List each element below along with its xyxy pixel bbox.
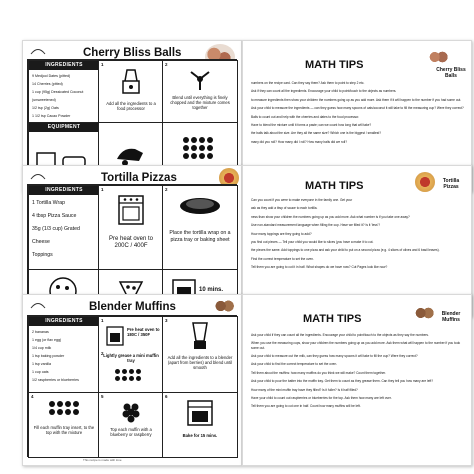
ingredients-box [28, 316, 100, 394]
ingredient-item: 1/2 tsp (2g) Oats [32, 106, 59, 110]
ingredients-box [28, 60, 100, 124]
ingredient-item: 1 cup oats [32, 370, 49, 374]
recipe-title: Tortilla Pizzas [101, 172, 177, 184]
step-number: 5 [101, 394, 104, 399]
step-number: 4 [31, 394, 34, 399]
step-number: 1 [101, 187, 104, 192]
step-text: Place the tortilla wrap on a pizza tray or baking sheet [169, 230, 231, 243]
step-number: 2 [165, 187, 168, 192]
pizza-photo [415, 172, 435, 192]
tips-subtitle: Tortilla Pizzas [442, 178, 460, 190]
tip-item: Balls to count out and help with the cherries and dates to the food processor. [251, 114, 360, 119]
step-text: Blend until everything is finely chopped and the mixture comes together [170, 95, 230, 110]
tip-item: the pieces the same. Add toppings to one pizza and ask your child to put on a second pizza (e.g. 4 slices of olives and 6 basil leaves). [251, 248, 440, 253]
tips-title: MATH TIPS [305, 59, 364, 71]
ingredient-item: 1 egg (or flax egg) [32, 338, 62, 342]
tip-item: Ask your child to find the correct temperature to set the oven. [251, 362, 338, 367]
step-number: 2 [165, 62, 168, 67]
tip-item: to measure ingredients then show your children the numbers going up as you add more. Ask them if it will happen to the number if you had some out. [251, 97, 462, 102]
oven-icon [116, 194, 146, 226]
tips-list [251, 198, 465, 274]
step-number: 2 [101, 351, 104, 356]
step-number: 3 [165, 318, 168, 323]
muffin-recipe-card [22, 294, 242, 466]
ingredient-item: 9 Medjool Dates (pitted) [32, 74, 71, 78]
step-box [162, 316, 238, 394]
step-text: Pre heat oven to 180C / 350F [127, 327, 160, 337]
blender-blade-icon [187, 66, 213, 92]
tip-item: the balls talk about the size. Are they all the same size? Which one is the biggest / smallest? [251, 131, 382, 136]
ingredient-item: 1 tsp baking powder [32, 354, 65, 358]
brand-logo [29, 170, 51, 183]
tortilla-tray-icon [178, 194, 222, 216]
muffins-photo [213, 297, 235, 315]
tip-item: Can you count if you were to make everyone in the family one. Get your [251, 198, 353, 202]
step-box [162, 392, 238, 458]
footer-note: This recipe is made with love [83, 458, 122, 462]
step-number: 1 [101, 62, 104, 67]
recipe-title: Blender Muffins [89, 301, 176, 313]
tip-item: Tell them about the muffins: how many muffins do you think we will make? Count them together. [251, 370, 386, 375]
tips-list [251, 333, 465, 413]
ingredient-item: 1 1/2 tsp Cacao Powder [32, 114, 71, 118]
step-box [162, 60, 238, 124]
step-box [28, 392, 100, 458]
tips-title: MATH TIPS [305, 180, 364, 192]
tip-item: many did you roll? How many did I roll? How many balls did we roll? [251, 139, 348, 144]
tip-item: Use non-standard measurement language when filling the cup. Have we filled it? Is it 'less'? [251, 223, 380, 228]
tip-item: Ask your child to measure the ingredients — can they guess how many spoons of oats/coconut it will take to fill the measuring cup? Were they correct? [251, 106, 464, 111]
step-text: Add all the ingredients to a food processor [106, 101, 156, 111]
step-box [98, 185, 164, 271]
ingredient-item: Toppings [32, 252, 53, 258]
step-box [98, 392, 164, 458]
tip-item: numbers on the recipe card. Can they say them? Ask them to point to step 2 etc. [251, 81, 365, 85]
tip-item: Have your child to count out raspberries or blueberries for the top. Ask them how many are left over. [251, 395, 392, 400]
tip-item: When you use the measuring cups, show your children the numbers going up as you add more. Ask them what will happen to the number if you took some out. [251, 341, 461, 350]
raspberry-icon [120, 399, 142, 423]
brand-logo [29, 299, 51, 312]
bliss-balls-icon [183, 137, 213, 159]
ingredient-item: 1 tsp vanilla [32, 362, 51, 366]
muffin-math-tips [242, 294, 472, 466]
tip-item: ness than show your children the numbers going up as you add more. Ask what number is if you take one away? [251, 214, 410, 219]
ingredient-item: 35g (1/3 cup) Grated Cheese [32, 226, 80, 245]
step-text: Lightly grease a mini muffin tray [103, 353, 159, 363]
ingredients-header: INGREDIENTS [29, 61, 99, 70]
oven-icon [186, 399, 214, 427]
tips-title: MATH TIPS [303, 313, 362, 325]
food-processor-icon [117, 67, 145, 95]
ingredient-item: 1 cup (95g) Dessicated Coconut (unsweetened) [32, 90, 84, 102]
ingredient-item: 2 bananas [32, 330, 49, 334]
tip-item: Find the correct temperature to set the oven. [251, 256, 314, 261]
ingredients-header: INGREDIENTS [29, 186, 99, 195]
tip-item: Have to blend the mixture until it forms a paste; can we count how long that will take? [251, 122, 372, 127]
brand-logo [29, 45, 51, 58]
step-number: 6 [165, 394, 168, 399]
step-text: Bake for 15 mins. [182, 433, 218, 438]
step-box [98, 316, 164, 394]
muffins-photo [413, 305, 435, 321]
bliss-balls-photo [427, 49, 449, 65]
ingredient-item: 1/2 raspberries or blueberries [32, 378, 79, 382]
blender-icon [189, 321, 211, 351]
recipe-grid [27, 315, 237, 457]
tip-item: How many toppings are they going to add? [251, 231, 312, 236]
step-text: Pre heat oven to 200C / 400F [108, 236, 154, 249]
equipment-header: EQUIPMENT [29, 123, 99, 132]
step-box [162, 185, 238, 271]
tip-item: How many of the mini muffin tray have they filled? Is it fuller? Is it half filled? [251, 387, 358, 392]
step-text: Add all the ingredients to a blender (apart from berries) and blend until smooth [167, 355, 233, 370]
recipe-title: Cherry Bliss Balls [83, 47, 182, 59]
tip-item: Ask your child to pour the batter into the muffin tray. Get them to count as they grease them. Can they tell you how many are left? [251, 379, 434, 384]
step-text: Top each muffin with a blueberry or raspberry [110, 427, 152, 437]
tips-subtitle: Blender Muffins [441, 311, 461, 323]
tip-item: Tell them you are going to cut one in half. Count how many muffins will be left. [251, 404, 361, 409]
hand-rolling-icon [113, 141, 147, 167]
ingredients-box [28, 185, 100, 271]
tip-item: Ask your child if they can count all the ingredients. Encourage your child to point/touch to the objects as they say the numbers. [251, 333, 429, 337]
tip-item: Tell them you are going to cut it in half. What shapes do we have now? Cut Pages look like now? [251, 265, 388, 270]
tip-item: ask as they add a tbsp of sauce to each tortilla. [251, 206, 318, 211]
ingredients-list [32, 328, 97, 384]
tip-item: Ask if they can count all the ingredients. Encourage your child to point/touch to the objects as numbers. [251, 89, 397, 94]
oven-icon [105, 325, 125, 347]
bake-time: 10 mins. [199, 287, 224, 293]
tip-item: Ask your child to measure out the milk, can they guess how many spoons it will take to fill the cup? Were they correct? [251, 353, 418, 358]
ingredient-item: 1/4 cup milk [32, 346, 52, 350]
tip-item: you find out pieces — Tell your child you would like to slices (you have a make it to cut. [251, 239, 374, 244]
step-text: Fill each muffin tray insert, to the top with the mixture [33, 425, 95, 435]
ingredient-item: 1 Tortilla Wrap [32, 200, 65, 206]
step-box [98, 60, 164, 124]
muffin-tray-icon [115, 369, 141, 381]
ingredients-list [32, 197, 97, 262]
step-number: 1 [101, 318, 104, 323]
ingredient-item: 4 tbsp Pizza Sauce [32, 213, 77, 219]
tips-list [251, 81, 465, 148]
muffin-tray-icon [49, 401, 79, 415]
ingredients-header: INGREDIENTS [29, 317, 99, 326]
tips-subtitle: Cherry Bliss Balls [436, 67, 466, 79]
ingredient-item: 14 Cherries (pitted) [32, 82, 63, 86]
ingredients-list [32, 72, 97, 120]
